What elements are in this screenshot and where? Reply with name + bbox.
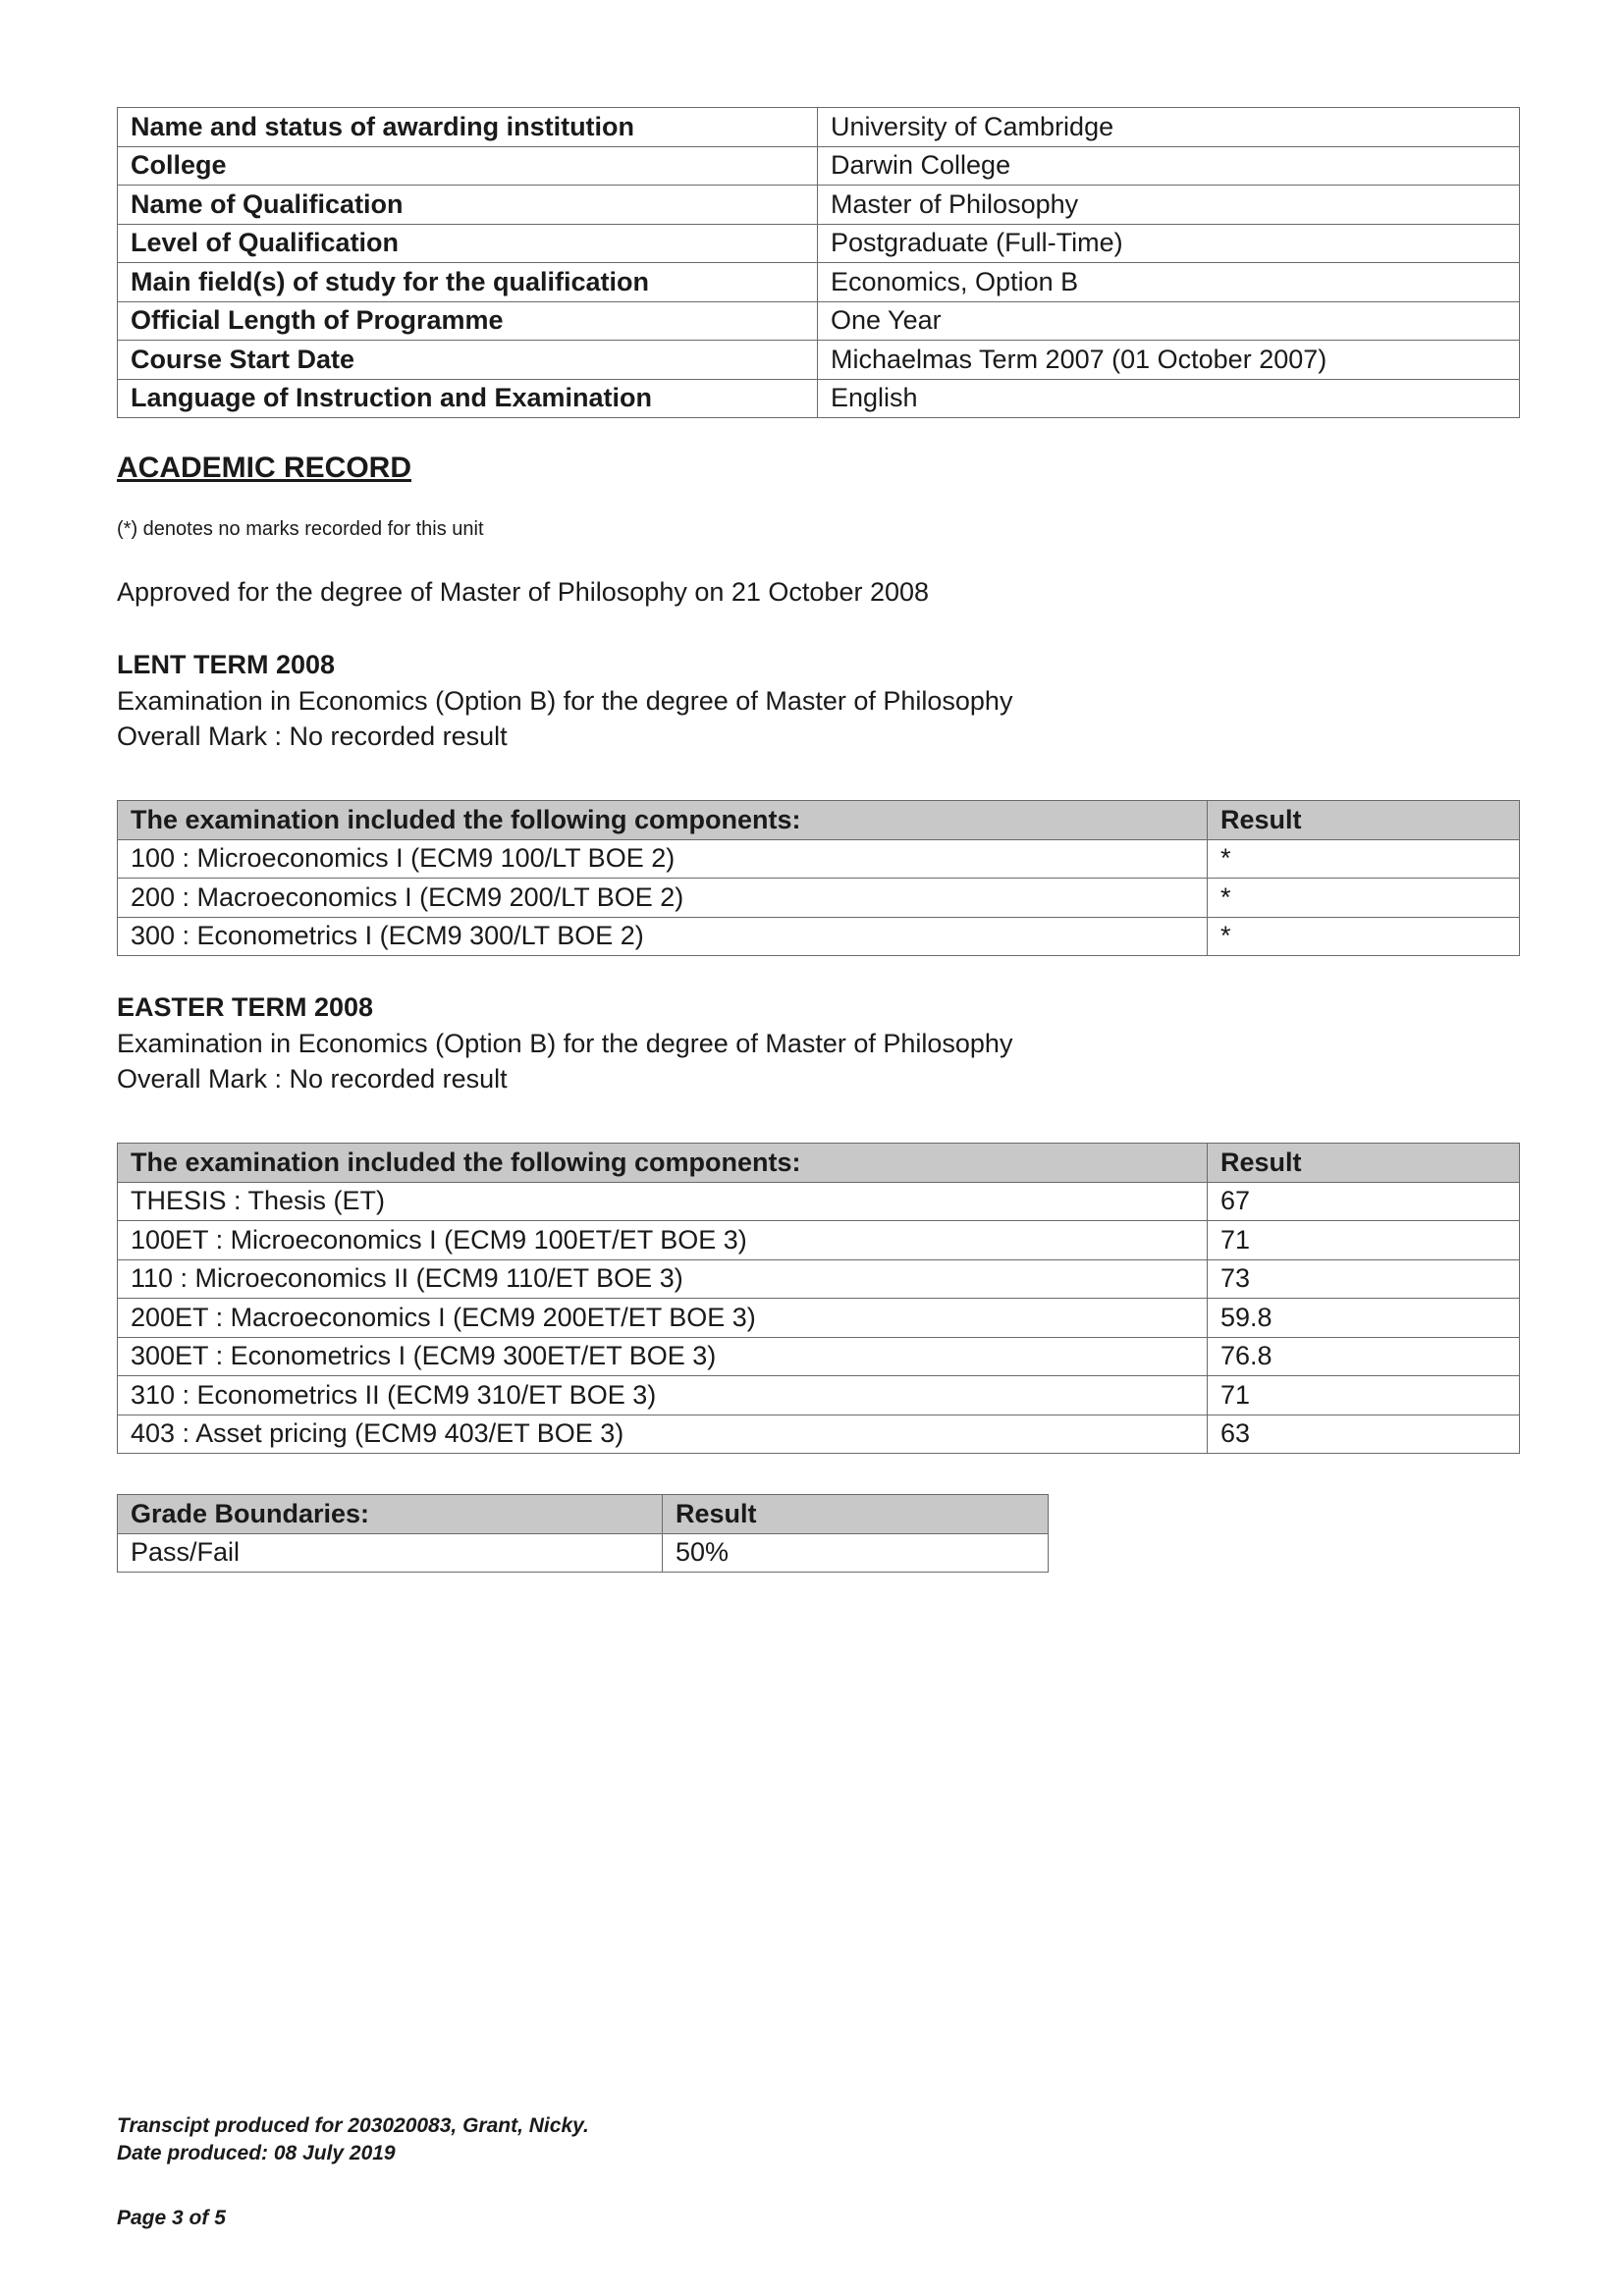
table-row [118, 263, 1520, 302]
info-label: College [118, 146, 818, 186]
info-value: English [818, 379, 1520, 418]
info-label: Main field(s) of study for the qualification [118, 263, 818, 302]
table-row [118, 1299, 1520, 1338]
info-value: Master of Philosophy [818, 186, 1520, 225]
info-value: Postgraduate (Full-Time) [818, 224, 1520, 263]
result-cell: * [1208, 879, 1520, 918]
lent-components-table [117, 800, 1520, 956]
marks-note: (*) denotes no marks recorded for this unit [117, 518, 484, 540]
component-cell: 200ET : Macroeconomics I (ECM9 200ET/ET BOE 3) [118, 1299, 1208, 1338]
table-row [118, 1259, 1520, 1299]
table-row [118, 1533, 1049, 1573]
info-label: Official Length of Programme [118, 301, 818, 341]
info-value: Michaelmas Term 2007 (01 October 2007) [818, 341, 1520, 380]
academic-record-heading: ACADEMIC RECORD [117, 452, 411, 484]
info-label: Name of Qualification [118, 186, 818, 225]
table-row [118, 1182, 1520, 1221]
table-row [118, 146, 1520, 186]
result-cell: 71 [1208, 1376, 1520, 1415]
component-cell: 100ET : Microeconomics I (ECM9 100ET/ET BOE 3) [118, 1221, 1208, 1260]
info-label: Course Start Date [118, 341, 818, 380]
component-cell: THESIS : Thesis (ET) [118, 1182, 1208, 1221]
table-row [118, 917, 1520, 956]
result-cell: 67 [1208, 1182, 1520, 1221]
result-cell: 71 [1208, 1221, 1520, 1260]
component-header: The examination included the following components: [118, 1144, 1208, 1183]
info-label: Level of Qualification [118, 224, 818, 263]
lent-term-title: LENT TERM 2008 [117, 650, 336, 679]
grade-boundaries-table [117, 1494, 1049, 1573]
info-value: University of Cambridge [818, 108, 1520, 147]
grade-label-cell: Pass/Fail [118, 1533, 663, 1573]
info-value: Darwin College [818, 146, 1520, 186]
table-row [118, 1337, 1520, 1376]
lent-term-overall: Overall Mark : No recorded result [117, 721, 508, 751]
lent-term-exam: Examination in Economics (Option B) for the degree of Master of Philosophy [117, 686, 1013, 716]
component-header: The examination included the following components: [118, 801, 1208, 840]
component-cell: 300 : Econometrics I (ECM9 300/LT BOE 2) [118, 917, 1208, 956]
easter-components-table [117, 1143, 1520, 1454]
component-cell: 110 : Microeconomics II (ECM9 110/ET BOE 3) [118, 1259, 1208, 1299]
table-row [118, 879, 1520, 918]
footer-date-produced: Date produced: 08 July 2019 [117, 2142, 396, 2164]
component-cell: 310 : Econometrics II (ECM9 310/ET BOE 3) [118, 1376, 1208, 1415]
table-row [118, 108, 1520, 147]
component-cell: 200 : Macroeconomics I (ECM9 200/LT BOE 2) [118, 879, 1208, 918]
footer-produced-for: Transcipt produced for 203020083, Grant, Nicky. [117, 2114, 589, 2137]
easter-term-title: EASTER TERM 2008 [117, 992, 374, 1022]
table-row [118, 301, 1520, 341]
result-header: Result [1208, 801, 1520, 840]
approved-statement: Approved for the degree of Master of Philosophy on 21 October 2008 [117, 577, 930, 607]
easter-term-overall: Overall Mark : No recorded result [117, 1064, 508, 1094]
result-header: Result [1208, 1144, 1520, 1183]
component-cell: 100 : Microeconomics I (ECM9 100/LT BOE 2) [118, 839, 1208, 879]
table-row [118, 1221, 1520, 1260]
component-cell: 403 : Asset pricing (ECM9 403/ET BOE 3) [118, 1415, 1208, 1454]
info-label: Name and status of awarding institution [118, 108, 818, 147]
table-header-row [118, 1144, 1520, 1183]
qualification-info-table [117, 107, 1520, 418]
table-header-row [118, 1495, 1049, 1534]
footer-page-number: Page 3 of 5 [117, 2207, 226, 2229]
info-value: One Year [818, 301, 1520, 341]
result-cell: 73 [1208, 1259, 1520, 1299]
table-row [118, 186, 1520, 225]
table-row [118, 1376, 1520, 1415]
result-cell: 76.8 [1208, 1337, 1520, 1376]
component-cell: 300ET : Econometrics I (ECM9 300ET/ET BOE 3) [118, 1337, 1208, 1376]
table-row [118, 379, 1520, 418]
table-row [118, 224, 1520, 263]
result-cell: * [1208, 917, 1520, 956]
info-label: Language of Instruction and Examination [118, 379, 818, 418]
table-row [118, 341, 1520, 380]
info-value: Economics, Option B [818, 263, 1520, 302]
table-row [118, 1415, 1520, 1454]
result-header: Result [663, 1495, 1049, 1534]
result-cell: * [1208, 839, 1520, 879]
result-cell: 63 [1208, 1415, 1520, 1454]
result-cell: 59.8 [1208, 1299, 1520, 1338]
grade-boundaries-header: Grade Boundaries: [118, 1495, 663, 1534]
table-header-row [118, 801, 1520, 840]
easter-term-exam: Examination in Economics (Option B) for the degree of Master of Philosophy [117, 1029, 1013, 1058]
result-cell: 50% [663, 1533, 1049, 1573]
table-row [118, 839, 1520, 879]
